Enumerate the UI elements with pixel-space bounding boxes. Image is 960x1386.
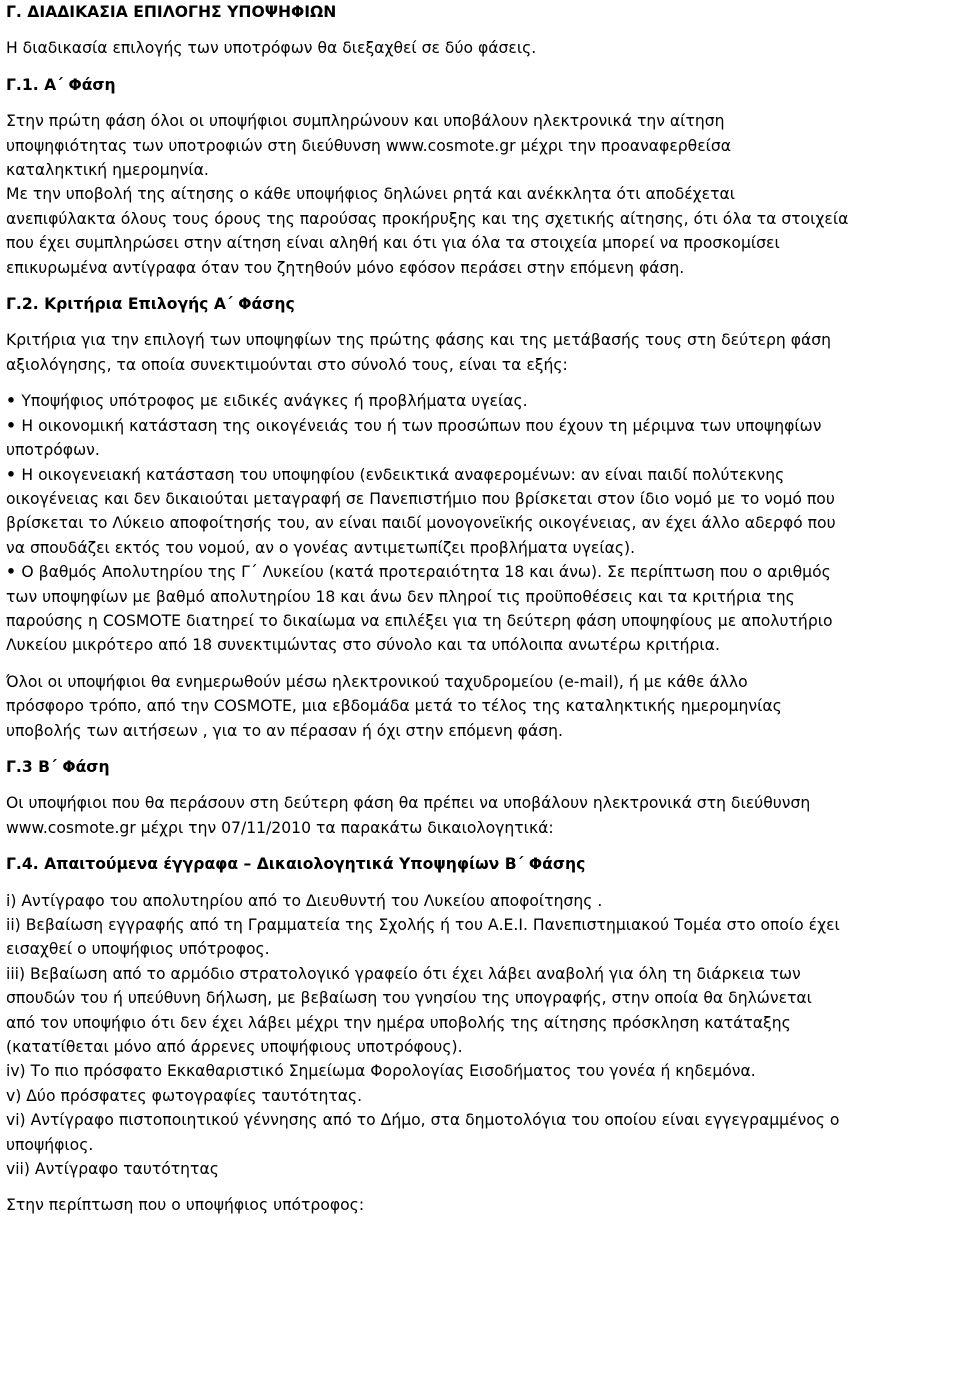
text-line: • Η οικονομική κατάσταση της οικογένειάς του ή των προσώπων που έχουν τη μέριμνα των υποψηφίων <box>6 414 952 438</box>
bullet-item <box>6 560 952 658</box>
paragraph-g2-criteria <box>6 328 952 377</box>
text-line: σπουδών του ή υπεύθυνη δήλωση, με βεβαίωση του γνησίου της υπογραφής, στην οποία θα δηλώνεται <box>6 989 812 1008</box>
document-item <box>6 913 952 962</box>
text-line: αξιολόγησης, τα οποία συνεκτιμούνται στο σύνολό τους, είναι τα εξής: <box>6 355 568 374</box>
text-line: Με την υποβολή της αίτησης ο κάθε υποψήφιος δηλώνει ρητά και ανέκκλητα ότι αποδέχεται <box>6 185 736 204</box>
paragraph-g3 <box>6 791 952 840</box>
document-item <box>6 1157 952 1181</box>
text-line: υποψηφιότητας των υποτροφιών στη διεύθυνση www.cosmote.gr μέχρι την προαναφερθείσα <box>6 136 732 155</box>
text-line: vii) Αντίγραφο ταυτότητας <box>6 1160 219 1179</box>
paragraph-g1-declaration <box>6 182 952 280</box>
intro-paragraph: Η διαδικασία επιλογής των υποτρόφων θα διεξαχθεί σε δύο φάσεις. <box>6 39 537 58</box>
heading-g1: Γ.1. Α΄ Φάση <box>6 75 116 94</box>
document-item <box>6 1108 952 1157</box>
text-line: υποψήφιος. <box>6 1135 94 1154</box>
document-item <box>6 1084 952 1108</box>
text-line: • Ο βαθμός Απολυτηρίου της Γ΄ Λυκείου (κατά προτεραιότητα 18 και άνω). Σε περίπτωση που ο αριθμός <box>6 560 952 584</box>
text-line: ii) Βεβαίωση εγγραφής από τη Γραμματεία της Σχολής ή του Α.Ε.Ι. Πανεπιστημιακού Τομέα στο οποίο έχει <box>6 916 840 934</box>
text-line: Στην πρώτη φάση όλοι οι υποψήφιοι συμπληρώνουν και υποβάλουν ηλεκτρονικά την αίτηση <box>6 112 725 131</box>
document-item <box>6 889 952 913</box>
text-line: Κριτήρια για την επιλογή των υποψηφίων της πρώτης φάσης και της μετάβασής τους στη δεύτερη φάση <box>6 331 832 350</box>
section-title: Γ. ΔΙΑΔΙΚΑΣΙΑ ΕΠΙΛΟΓΗΣ ΥΠΟΨΗΦΙΩΝ <box>6 3 337 21</box>
text-line: Όλοι οι υποψήφιοι θα ενημερωθούν μέσω ηλεκτρονικού ταχυδρομείου (e-mail), ή με κάθε άλλο <box>6 672 748 691</box>
text-line: • Η οικογενειακή κατάσταση του υποψηφίου (ενδεικτικά αναφερομένων: αν είναι παιδί πολύτεκνης <box>6 463 952 487</box>
text-line: iii) Βεβαίωση από το αρμόδιο στρατολογικό γραφείο ότι έχει λάβει αναβολή για όλη τη διάρκεια των <box>6 964 801 983</box>
text-line: www.cosmote.gr μέχρι την 07/11/2010 τα παρακάτω δικαιολογητικά: <box>6 818 554 837</box>
text-line: καταληκτική ημερομηνία. <box>6 161 209 180</box>
text-line: των υποψηφίων με βαθμό απολυτηρίου 18 και άνω δεν πληροί τις προϋποθέσεις και τα κριτήρια της <box>6 587 795 606</box>
paragraph-notification <box>6 670 952 743</box>
text-line: vi) Αντίγραφο πιστοποιητικού γέννησης από το Δήμο, στα δημοτολόγια του οποίου είναι εγγεγραμμένος ο <box>6 1111 840 1130</box>
bullet-item <box>6 463 952 561</box>
text-line: παρούσης η COSMOTE διατηρεί το δικαίωμα να επιλέξει για τη δεύτερη φάση υποψηφίους με απολυτήριο <box>6 611 833 630</box>
heading-g3: Γ.3 Β΄ Φάση <box>6 757 110 776</box>
text-line: που έχει συμπληρώσει στην αίτηση είναι αληθή και ότι για όλα τα στοιχεία μπορεί να προσκομίσει <box>6 234 780 253</box>
text-line: v) Δύο πρόσφατες φωτογραφίες ταυτότητας. <box>6 1086 363 1105</box>
bullet-item <box>6 389 952 413</box>
paragraph-g1-submission <box>6 109 952 182</box>
text-line: υποτρόφων. <box>6 441 100 460</box>
text-line: υποβολής των αιτήσεων , για το αν πέρασαν ή όχι στην επόμενη φάση. <box>6 721 563 740</box>
text-line: βρίσκεται το Λύκειο αποφοίτησής του, αν είναι παιδί μονογονεϊκής οικογένειας, αν έχει άλλο αδερφό που <box>6 514 836 533</box>
closing-paragraph: Στην περίπτωση που ο υποψήφιος υπότροφος: <box>6 1196 365 1215</box>
text-line: από τον υποψήφιο ότι δεν έχει λάβει μέχρι την ημέρα υποβολής της αίτησης πρόσκληση κατάταξης <box>6 1013 791 1032</box>
heading-g4: Γ.4. Απαιτούμενα έγγραφα – Δικαιολογητικά Υποψηφίων Β΄ Φάσης <box>6 855 586 874</box>
text-line: • Υποψήφιος υπότροφος με ειδικές ανάγκες ή προβλήματα υγείας. <box>6 389 952 413</box>
text-line: επικυρωμένα αντίγραφα όταν του ζητηθούν μόνο εφόσον περάσει στην επόμενη φάση. <box>6 258 685 277</box>
document-item <box>6 962 952 1060</box>
heading-g2: Γ.2. Κριτήρια Επιλογής Α΄ Φάσης <box>6 295 295 314</box>
text-line: iv) Το πιο πρόσφατο Εκκαθαριστικό Σημείωμα Φορολογίας Εισοδήματος του γονέα ή κηδεμόνα. <box>6 1062 756 1081</box>
text-line: i) Αντίγραφο του απολυτηρίου από το Διευθυντή του Λυκείου αποφοίτησης . <box>6 891 603 910</box>
text-line: να σπουδάζει εκτός του νομού, αν ο γονέας αντιμετωπίζει προβλήματα υγείας). <box>6 538 636 557</box>
bullet-item <box>6 414 952 463</box>
text-line: (κατατίθεται μόνο από άρρενες υποψήφιους υποτρόφους). <box>6 1038 463 1057</box>
text-line: οικογένειας και δεν δικαιούται μεταγραφή σε Πανεπιστήμιο που βρίσκεται στον ίδιο νομό με το νομό που <box>6 489 835 508</box>
text-line: Οι υποψήφιοι που θα περάσουν στη δεύτερη φάση θα πρέπει να υποβάλουν ηλεκτρονικά στη διεύθυνση <box>6 794 811 813</box>
text-line: Λυκείου μικρότερο από 18 συνεκτιμώντας στο σύνολο και τα υπόλοιπα ανωτέρω κριτήρια. <box>6 636 720 655</box>
text-line: ανεπιφύλακτα όλους τους όρους της παρούσας προκήρυξης και της σχετικής αίτησης, ότι όλα τα στοιχεία <box>6 209 849 228</box>
text-line: πρόσφορο τρόπο, από την COSMOTE, μια εβδομάδα μετά το τέλος της καταληκτικής ημερομηνίας <box>6 697 782 716</box>
text-line: εισαχθεί ο υποψήφιος υπότροφος. <box>6 940 270 959</box>
document-item <box>6 1059 952 1083</box>
